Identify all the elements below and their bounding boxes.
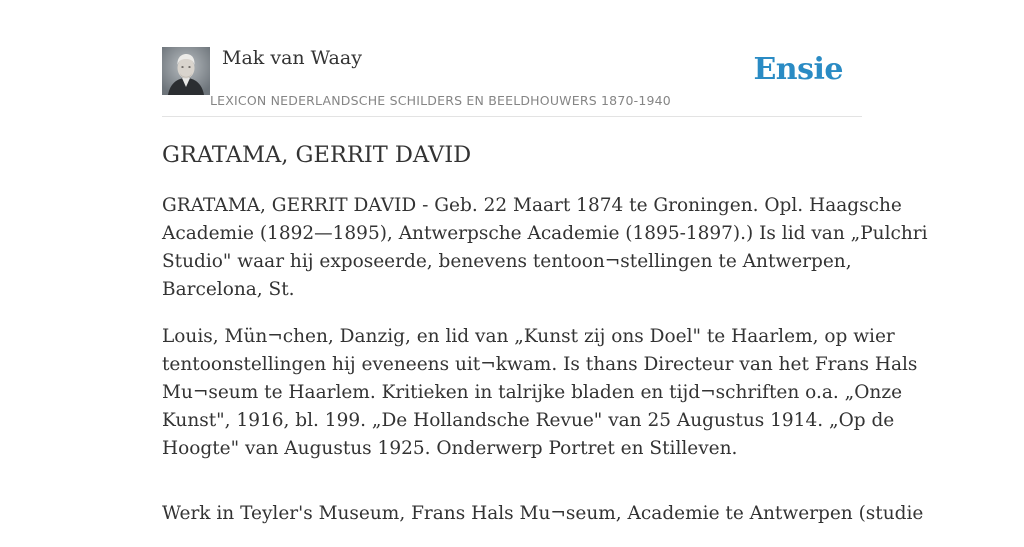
author-link[interactable]: Mak van Waay [222,47,362,69]
paragraph-line: Mu¬seum te Haarlem. Kritieken in talrijke bladen en tijd¬schriften o.a. „Onze [162,382,903,403]
paragraph-line: Louis, Mün¬chen, Danzig, en lid van „Kunst zij ons Doel" te Haarlem, op wier [162,326,895,347]
page-title: GRATAMA, GERRIT DAVID [162,142,472,168]
paragraph-line: Academie (1892—1895), Antwerpsche Academie (1895-1897).) Is lid van „Pulchri [162,223,928,244]
source-link[interactable]: LEXICON NEDERLANDSCHE SCHILDERS EN BEELDHOUWERS 1870-1940 [210,93,671,108]
avatar-image [162,47,210,95]
paragraph-line: Hoogte" van Augustus 1925. Onderwerp Portret en Stilleven. [162,438,738,459]
header [162,46,862,117]
paragraph-line: tentoonstellingen hij eveneens uit¬kwam. Is thans Directeur van het Frans Hals [162,354,918,375]
portrait-photo-icon[interactable] [162,47,210,95]
ensie-logo[interactable]: Ensie [753,52,843,87]
paragraph-1 [162,192,928,304]
article-body [162,192,928,547]
paragraph-line: Barcelona, St. [162,279,295,300]
paragraph-line: Studio" waar hij exposeerde, benevens tentoon¬stellingen te Antwerpen, [162,251,852,272]
paragraph-line: Kunst", 1916, bl. 199. „De Hollandsche Revue" van 25 Augustus 1914. „Op de [162,410,895,431]
paragraph-line: Werk in Teyler's Museum, Frans Hals Mu¬seum, Academie te Antwerpen (studie [162,503,924,524]
paragraph-3 [162,500,924,528]
paragraph-2 [162,323,918,463]
paragraph-line: GRATAMA, GERRIT DAVID - Geb. 22 Maart 1874 te Groningen. Opl. Haagsche [162,195,902,216]
